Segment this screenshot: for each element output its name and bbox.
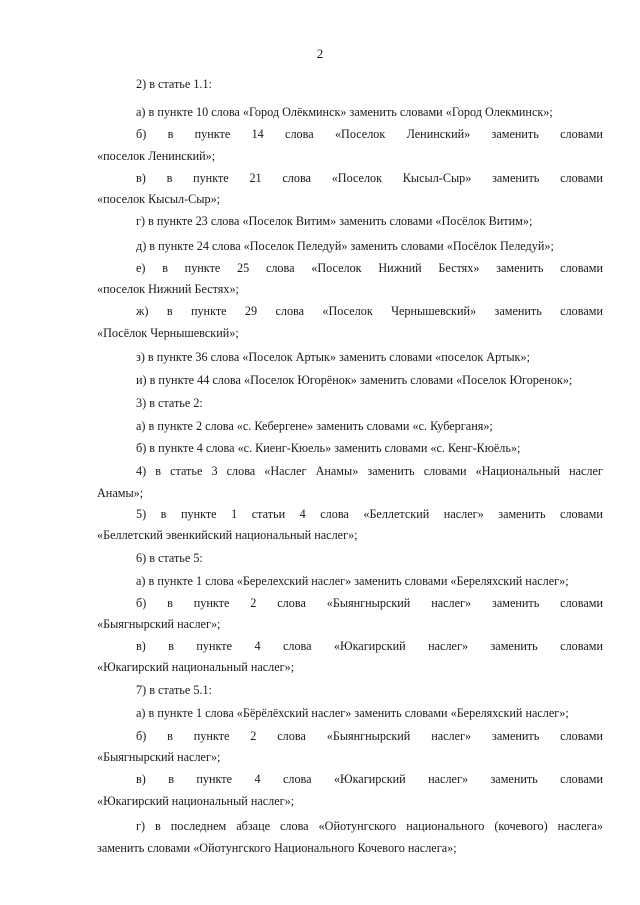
text-line: «поселок Кысыл-Сыр»; — [97, 192, 221, 206]
word: в — [167, 127, 174, 141]
word: абзаце — [236, 819, 271, 833]
text-line: «поселок Нижний Бестях»; — [97, 282, 239, 296]
text-line: заменить словами «Ойотунгского Национального Кочевого наслега»; — [97, 841, 457, 855]
word: статьи — [251, 507, 286, 521]
word: наслег» — [428, 772, 469, 786]
text-line: «Юкагирский национальный наслег»; — [97, 794, 295, 808]
word: Анамы» — [315, 464, 359, 478]
word: 2 — [250, 729, 257, 743]
text-line: «Юкагирский национальный наслег»; — [97, 660, 295, 674]
word: наслега» — [557, 819, 603, 833]
text-line: 3) в статье 2: — [136, 396, 203, 410]
text-line: «Беллетский эвенкийский национальный наслег»; — [97, 528, 358, 542]
text-line: а) в пункте 1 слова «Берелехский наслег» заменить словами «Береляхский наслег»; — [136, 574, 569, 588]
text-line — [136, 128, 603, 140]
word: заменить — [491, 127, 539, 141]
text-line — [136, 262, 603, 274]
word: слова — [282, 772, 312, 786]
word: «Беллетский — [363, 507, 430, 521]
word: «Быянгнырский — [326, 596, 411, 610]
word: слова — [275, 304, 305, 318]
word: «Национальный — [475, 464, 561, 478]
text-line: «Быягнырский наслег»; — [97, 750, 221, 764]
word: слова — [277, 596, 306, 610]
text-line: 2) в статье 1.1: — [136, 77, 212, 91]
word: заменить — [490, 639, 538, 653]
word: национального — [406, 819, 485, 833]
text-line — [136, 465, 603, 477]
word: в — [167, 596, 173, 610]
word: «Юкагирский — [333, 639, 406, 653]
word: (кочевого) — [494, 819, 548, 833]
word: словами — [560, 729, 603, 743]
word: в) — [136, 772, 146, 786]
word: Нижний — [378, 261, 422, 275]
word: 4 — [299, 507, 306, 521]
text-line: а) в пункте 2 слова «с. Кебергене» заменить словами «с. Куберганя»; — [136, 419, 493, 433]
text-line — [136, 508, 603, 520]
text-line — [136, 773, 603, 785]
word: словами — [560, 261, 603, 275]
word: наслег» — [443, 507, 484, 521]
word: «Быянгнырский — [326, 729, 411, 743]
word: заменить — [494, 304, 542, 318]
word: 4) — [136, 464, 147, 478]
word: словами — [560, 127, 603, 141]
text-line — [136, 640, 603, 652]
word: 21 — [249, 171, 262, 185]
word: «Поселок — [334, 127, 386, 141]
word: пункте — [196, 772, 233, 786]
word: 5) — [136, 507, 147, 521]
word: б) — [136, 596, 147, 610]
word: е) — [136, 261, 146, 275]
word: заменить — [490, 772, 538, 786]
word: в — [167, 729, 173, 743]
text-line: д) в пункте 24 слова «Поселок Пеледуй» заменить словами «Посёлок Пеледуй»; — [136, 239, 554, 253]
text-line: Анамы»; — [97, 486, 144, 500]
word: словами — [560, 596, 603, 610]
word: в — [168, 772, 174, 786]
word: наслег» — [428, 639, 469, 653]
word: наслег — [569, 464, 603, 478]
word: словами — [560, 171, 603, 185]
word: словами — [423, 464, 467, 478]
word: слова — [226, 464, 256, 478]
word: в — [155, 464, 161, 478]
text-line — [136, 820, 603, 832]
word: в — [168, 639, 174, 653]
word: слова — [265, 261, 295, 275]
word: слова — [279, 819, 309, 833]
text-line: и) в пункте 44 слова «Поселок Югорёнок» заменить словами «Поселок Югоренок»; — [136, 373, 573, 387]
word: статье — [170, 464, 203, 478]
word: ж) — [136, 304, 149, 318]
word: 25 — [237, 261, 250, 275]
word: слова — [282, 171, 311, 185]
word: словами — [560, 507, 603, 521]
word: пункте — [190, 304, 227, 318]
word: «Поселок — [331, 171, 383, 185]
word: Бестях» — [438, 261, 480, 275]
word: слова — [282, 639, 312, 653]
word: заменить — [492, 171, 540, 185]
word: заменить — [492, 729, 540, 743]
word: пункте — [193, 171, 229, 185]
word: Чернышевский» — [391, 304, 477, 318]
text-line — [136, 305, 603, 317]
word: заменить — [367, 464, 415, 478]
word: 2 — [250, 596, 257, 610]
word: в) — [136, 171, 146, 185]
text-line — [136, 597, 603, 609]
word: пункте — [194, 127, 231, 141]
word: 3 — [211, 464, 218, 478]
word: пункте — [193, 596, 230, 610]
word: заменить — [492, 596, 540, 610]
word: заменить — [496, 261, 544, 275]
text-line: з) в пункте 36 слова «Поселок Артык» заменить словами «поселок Артык»; — [136, 350, 530, 364]
word: г) — [136, 819, 146, 833]
word: «Поселок — [311, 261, 362, 275]
word: наслег» — [431, 596, 472, 610]
text-line: «Быягнырский наслег»; — [97, 617, 221, 631]
word: «Юкагирский — [333, 772, 406, 786]
text-line: «поселок Ленинский»; — [97, 149, 216, 163]
word: «Поселок — [322, 304, 373, 318]
word: пункте — [184, 261, 221, 275]
word: в — [160, 507, 167, 521]
text-line — [136, 730, 603, 742]
word: 1 — [231, 507, 238, 521]
word: словами — [560, 304, 603, 318]
word: в — [166, 304, 173, 318]
text-line: г) в пункте 23 слова «Поселок Витим» заменить словами «Посёлок Витим»; — [136, 214, 533, 228]
word: в) — [136, 639, 146, 653]
word: в — [162, 261, 168, 275]
word: «Ойотунгского — [318, 819, 397, 833]
word: 4 — [254, 639, 261, 653]
word: в — [155, 819, 161, 833]
word: 14 — [251, 127, 264, 141]
text-line: а) в пункте 1 слова «Бёрёлёхский наслег» заменить словами «Береляхский наслег»; — [136, 706, 569, 720]
text-line: а) в пункте 10 слова «Город Олёкминск» заменить словами «Город Олекминск»; — [136, 105, 553, 119]
word: б) — [136, 729, 147, 743]
word: наслег» — [431, 729, 472, 743]
page-number: 2 — [316, 46, 324, 61]
text-line: «Посёлок Чернышевский»; — [97, 326, 239, 340]
word: 4 — [254, 772, 261, 786]
word: слова — [285, 127, 314, 141]
word: слова — [320, 507, 349, 521]
word: пункте — [193, 729, 230, 743]
word: в — [166, 171, 173, 185]
text-line: б) в пункте 4 слова «с. Киенг-Кюель» заменить словами «с. Кенг-Кюёль»; — [136, 441, 521, 455]
word: последнем — [170, 819, 227, 833]
text-line: 7) в статье 5.1: — [136, 683, 212, 697]
word: заменить — [498, 507, 546, 521]
word: словами — [560, 639, 603, 653]
word: слова — [277, 729, 306, 743]
word: пункте — [196, 639, 233, 653]
word: словами — [560, 772, 603, 786]
word: 29 — [244, 304, 258, 318]
text-line: 6) в статье 5: — [136, 551, 203, 565]
word: Ленинский» — [406, 127, 471, 141]
word: пункте — [180, 507, 217, 521]
word: «Наслег — [264, 464, 307, 478]
word: б) — [136, 127, 147, 141]
word: Кысыл-Сыр» — [402, 171, 472, 185]
text-line — [136, 172, 603, 184]
